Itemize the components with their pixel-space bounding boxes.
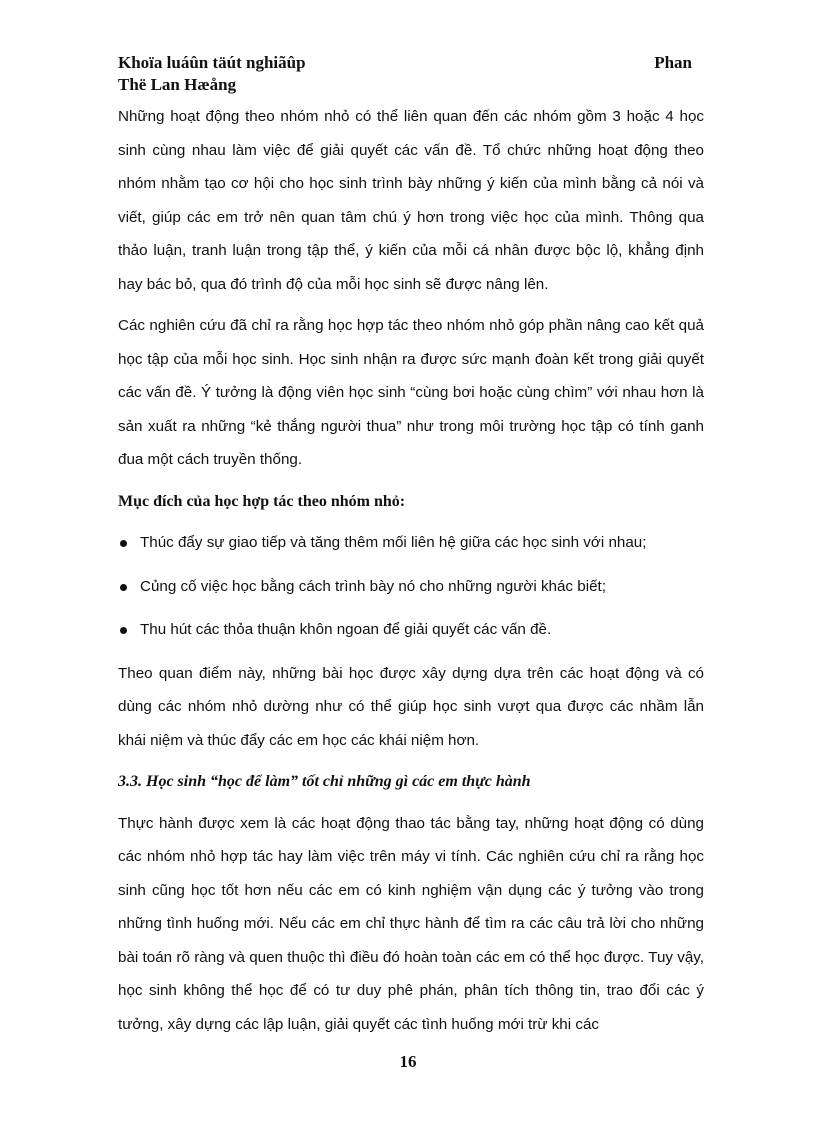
paragraph-1: Những hoạt động theo nhóm nhỏ có thể liên quan đến các nhóm gồm 3 hoặc 4 học sinh cùng nhau làm việc để giải quyết các vấn đề. Tổ chức những hoạt động theo nhóm nhằm tạo cơ hội cho học sinh trình bày những ý kiến của mình bằng cả nói và viết, giúp các em trở nên quan tâm chú ý hơn trong việc học của mình. Thông qua thảo luận, tranh luận trong tập thể, ý kiến của mỗi cá nhân được bộc lộ, khẳng định hay bác bỏ, qua đó trình độ của mỗi học sinh sẽ được nâng lên. [118, 108, 704, 293]
bullet-icon [120, 627, 127, 634]
purpose-heading: Mục đích của học hợp tác theo nhóm nhỏ: [118, 492, 406, 510]
list-item [118, 570, 704, 604]
bullet-icon [120, 540, 127, 547]
bullet-icon [120, 584, 127, 591]
paragraph-4: Thực hành được xem là các hoạt động thao tác bằng tay, những hoạt động có dùng các nhóm nhỏ hợp tác hay làm việc trên máy vi tính. Các nghiên cứu chỉ ra rằng học sinh cũng học tốt hơn nếu các em có kinh nghiệm vận dụng các ý tưởng vào trong những tình huống mới. Nếu các em chỉ thực hành để tìm ra các câu trả lời cho những bài toán rõ ràng và quen thuộc thì điều đó hoàn toàn các em có thể học được. Tuy vậy, học sinh không thể học để có tư duy phê phán, phân tích thông tin, trao đổi các ý tưởng, xây dựng các lập luận, giải quyết các tình huống mới trừ khi các [118, 814, 704, 1033]
list-item [118, 526, 704, 560]
header-right: Phan [654, 53, 692, 72]
section-heading: 3.3. Học sinh “học để làm” tốt chỉ những gì các em thực hành [118, 773, 531, 790]
body-text [118, 100, 704, 1049]
paragraph-2: Các nghiên cứu đã chỉ ra rằng học hợp tác theo nhóm nhỏ góp phần nâng cao kết quả học tập của mỗi học sinh. Học sinh nhận ra được sức mạnh đoàn kết trong giải quyết các vấn đề. Ý tưởng là động viên học sinh “cùng bơi hoặc cùng chìm” với nhau hơn là sản xuất ra những “kẻ thắng người thua” như trong môi trường học tập có tính ganh đua một cách truyền thống. [118, 317, 704, 468]
list-item [118, 613, 704, 647]
purpose-list [118, 526, 704, 647]
header-left-line1: Khoïa luáûn täút nghiãûp [118, 53, 306, 72]
list-item-text: Củng cố việc học bằng cách trình bày nó cho những người khác biết; [140, 577, 606, 595]
list-item-text: Thúc đẩy sự giao tiếp và tăng thêm mối liên hệ giữa các học sinh với nhau; [140, 534, 647, 551]
page-header [118, 52, 692, 96]
list-item-text: Thu hút các thỏa thuận khôn ngoan để giải quyết các vấn đề. [140, 621, 552, 638]
paragraph-3: Theo quan điểm này, những bài học được xây dựng dựa trên các hoạt động và có dùng các nhóm nhỏ dường như có thể giúp học sinh vượt qua được các nhầm lẫn khái niệm và thúc đẩy các em học các khái niệm hơn. [118, 664, 704, 749]
header-left-line2: Thë Lan Hæång [118, 75, 237, 94]
page-number: 16 [399, 1052, 417, 1071]
